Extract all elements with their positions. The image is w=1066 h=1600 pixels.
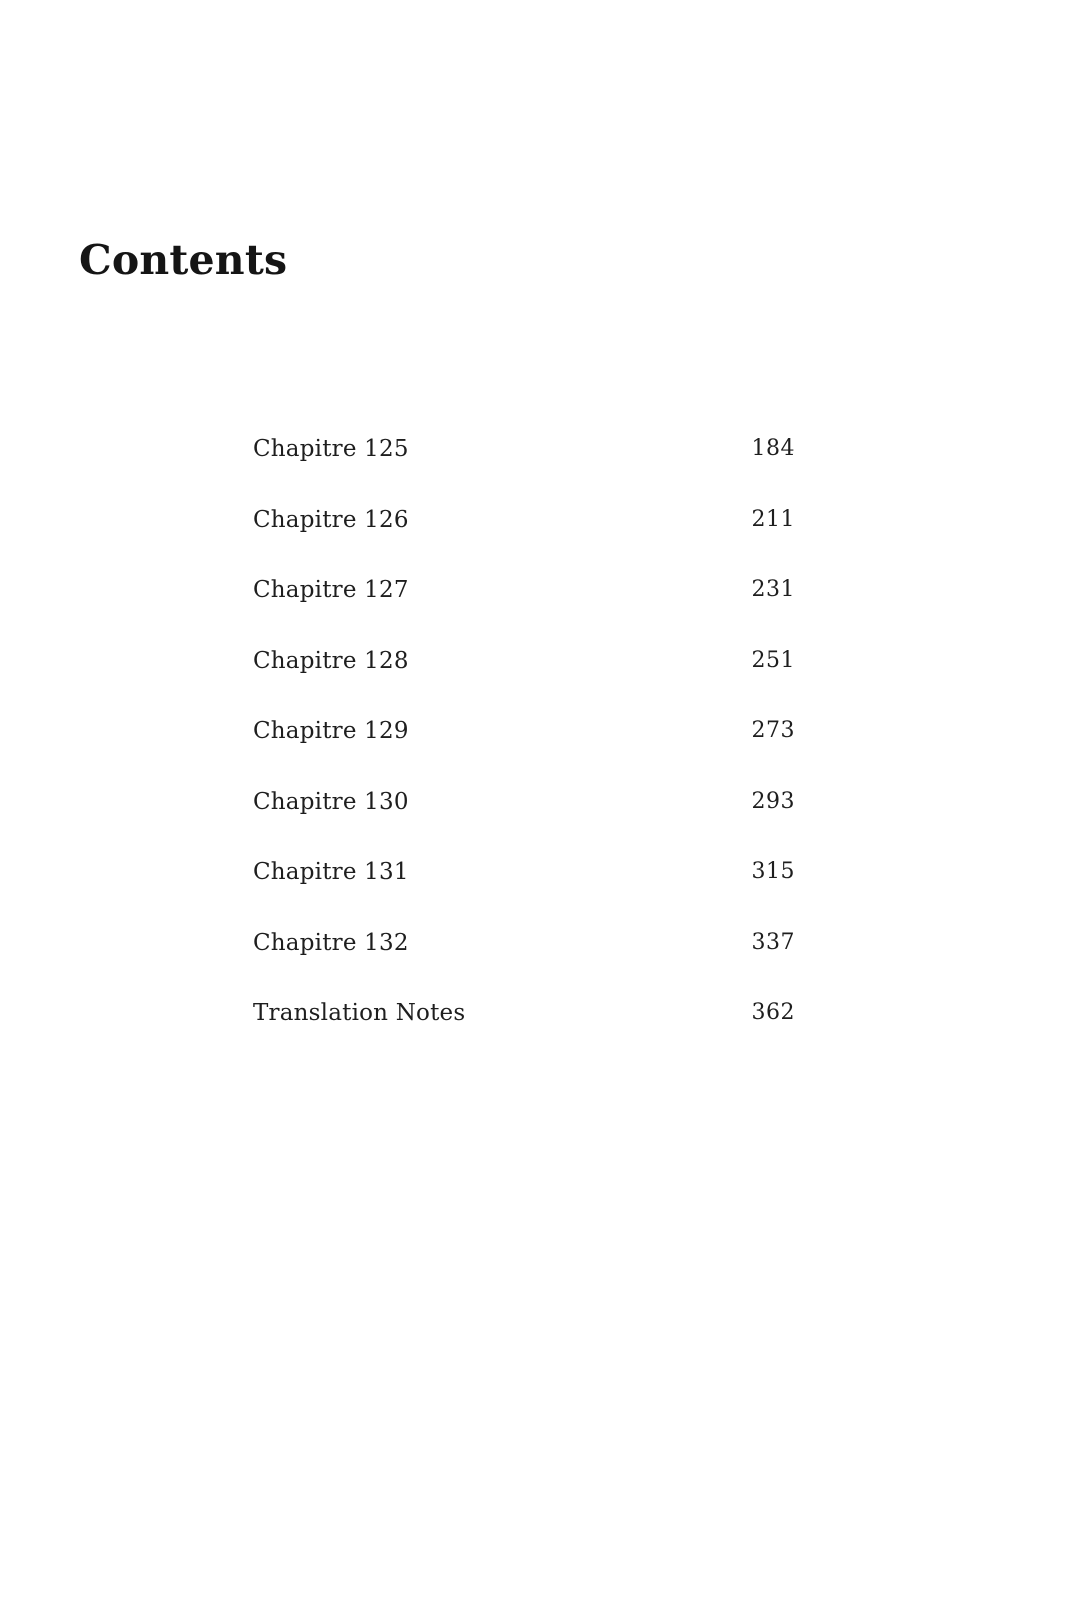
toc-entry-title: Chapitre 128 <box>253 647 409 674</box>
toc-entry-chapitre-125[interactable] <box>253 414 795 485</box>
toc-entry-page-number: 293 <box>751 788 795 814</box>
table-of-contents <box>253 414 795 1049</box>
toc-entry-title: Chapitre 125 <box>253 436 409 463</box>
toc-entry-chapitre-131[interactable] <box>253 837 795 908</box>
toc-entry-page-number: 362 <box>751 1000 795 1026</box>
toc-entry-page-number: 231 <box>751 577 795 603</box>
toc-entry-page-number: 337 <box>751 929 795 955</box>
toc-entry-page-number: 211 <box>751 506 795 532</box>
toc-entry-title: Translation Notes <box>253 1000 466 1027</box>
toc-entry-title: Chapitre 127 <box>253 577 409 604</box>
toc-entry-page-number: 273 <box>751 718 795 744</box>
toc-entry-title: Chapitre 129 <box>253 718 409 745</box>
toc-entry-page-number: 184 <box>751 436 795 462</box>
toc-entry-title: Chapitre 132 <box>253 929 409 956</box>
toc-entry-chapitre-128[interactable] <box>253 626 795 697</box>
toc-entry-title: Chapitre 130 <box>253 788 409 815</box>
toc-entry-translation-notes[interactable] <box>253 978 795 1049</box>
page-title: Contents <box>79 236 288 284</box>
toc-entry-title: Chapitre 131 <box>253 859 409 886</box>
toc-entry-page-number: 315 <box>751 859 795 885</box>
toc-entry-chapitre-126[interactable] <box>253 485 795 556</box>
toc-entry-chapitre-127[interactable] <box>253 555 795 626</box>
toc-entry-page-number: 251 <box>751 647 795 673</box>
toc-entry-chapitre-130[interactable] <box>253 767 795 838</box>
toc-entry-chapitre-132[interactable] <box>253 908 795 979</box>
toc-entry-title: Chapitre 126 <box>253 506 409 533</box>
toc-entry-chapitre-129[interactable] <box>253 696 795 767</box>
